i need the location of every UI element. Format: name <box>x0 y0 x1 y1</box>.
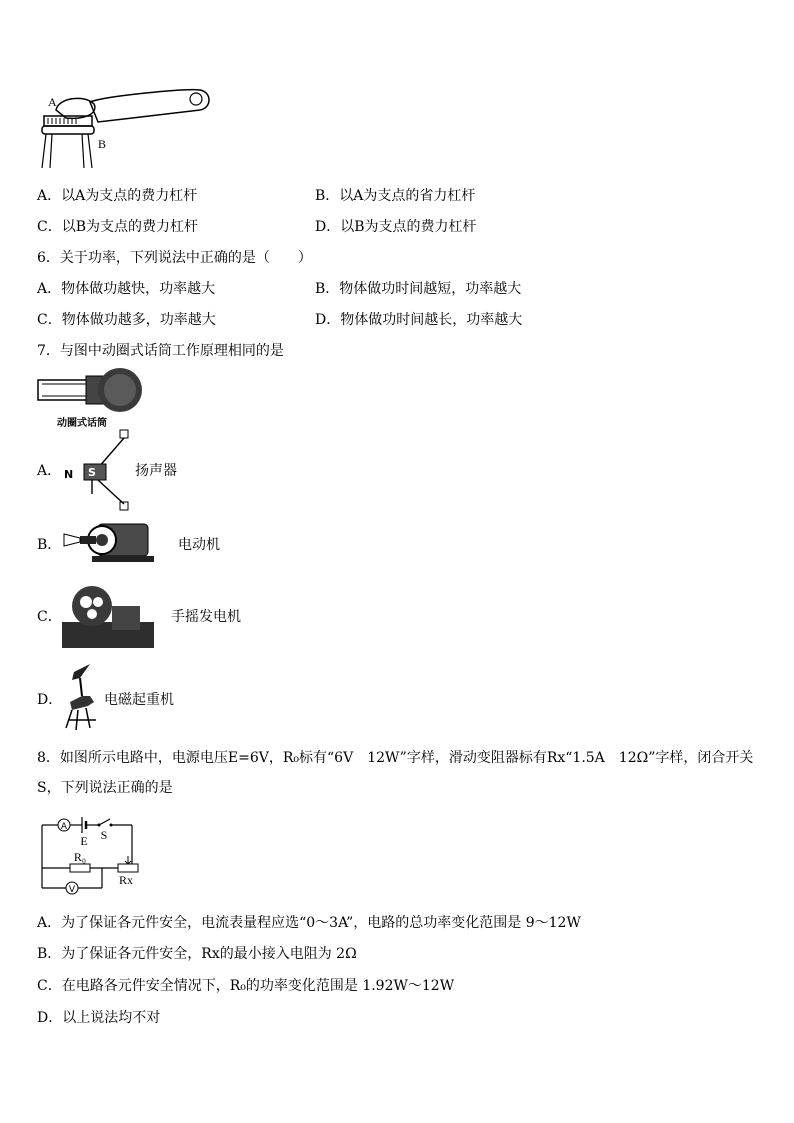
circuit-switch-label: S <box>100 828 108 842</box>
circuit-battery-label: E <box>80 834 88 848</box>
mic-caption: 动圈式话筒 <box>57 418 107 429</box>
q6-option-c: C．物体做功越多，功率越大 <box>37 312 216 328</box>
q5-option-b: B．以A为支点的省力杠杆 <box>315 188 476 204</box>
microphone-figure <box>36 366 146 430</box>
q7-option-a-letter: A． <box>37 463 62 479</box>
circuit-diagram <box>36 812 142 896</box>
q7-option-c-text: 手摇发电机 <box>171 609 241 625</box>
q8-stem-line2: S，下列说法正确的是 <box>37 780 173 796</box>
hand-generator-figure <box>62 584 156 650</box>
q6-option-b: B．物体做功时间越短，功率越大 <box>315 281 522 297</box>
lever-label-a: A <box>48 95 57 109</box>
q7-option-b-text: 电动机 <box>178 537 220 553</box>
speaker-n-label: N <box>64 468 74 481</box>
lever-label-b: B <box>98 137 107 151</box>
lever-figure <box>36 84 216 170</box>
q5-option-d: D．以B为支点的费力杠杆 <box>315 219 477 235</box>
q5-option-c: C．以B为支点的费力杠杆 <box>37 219 198 235</box>
q8-option-c: C．在电路各元件安全情况下，R₀的功率变化范围是 1.92W～12W <box>37 978 455 994</box>
circuit-voltmeter-label: V <box>68 885 76 895</box>
q7-option-d-letter: D． <box>37 692 63 708</box>
q8-option-d: D．以上说法均不对 <box>37 1010 161 1026</box>
circuit-r0-label: R₀ <box>73 850 87 864</box>
q6-stem: 6．关于功率，下列说法中正确的是（ ） <box>37 250 312 266</box>
q7-option-c-letter: C． <box>37 609 62 625</box>
circuit-rx-label: Rx <box>118 873 134 887</box>
q8-option-b: B．为了保证各元件安全，Rx的最小接入电阻为 2Ω <box>37 946 357 962</box>
q5-option-a: A．以A为支点的费力杠杆 <box>37 188 198 204</box>
q8-option-a: A．为了保证各元件安全，电流表量程应选“0～3A”，电路的总功率变化范围是 9～12W <box>37 915 581 931</box>
motor-figure <box>62 518 158 566</box>
speaker-figure <box>58 428 136 512</box>
q7-stem: 7．与图中动圈式话筒工作原理相同的是 <box>37 343 284 359</box>
q6-option-d: D．物体做功时间越长，功率越大 <box>315 312 523 328</box>
speaker-s-label: S <box>88 466 96 479</box>
electromagnetic-crane-figure <box>60 662 104 734</box>
q7-option-a-text: 扬声器 <box>135 463 177 479</box>
q7-option-b-letter: B． <box>37 537 62 553</box>
q6-option-a: A．物体做功越快，功率越大 <box>37 281 216 297</box>
q7-option-d-text: 电磁起重机 <box>104 692 174 708</box>
circuit-ammeter-label: A <box>60 822 68 832</box>
q8-stem-line1: 8．如图所示电路中，电源电压E=6V，R₀标有“6V 12W”字样，滑动变阻器标有Rx“1.5A 12Ω”字样，闭合开关 <box>37 750 754 766</box>
